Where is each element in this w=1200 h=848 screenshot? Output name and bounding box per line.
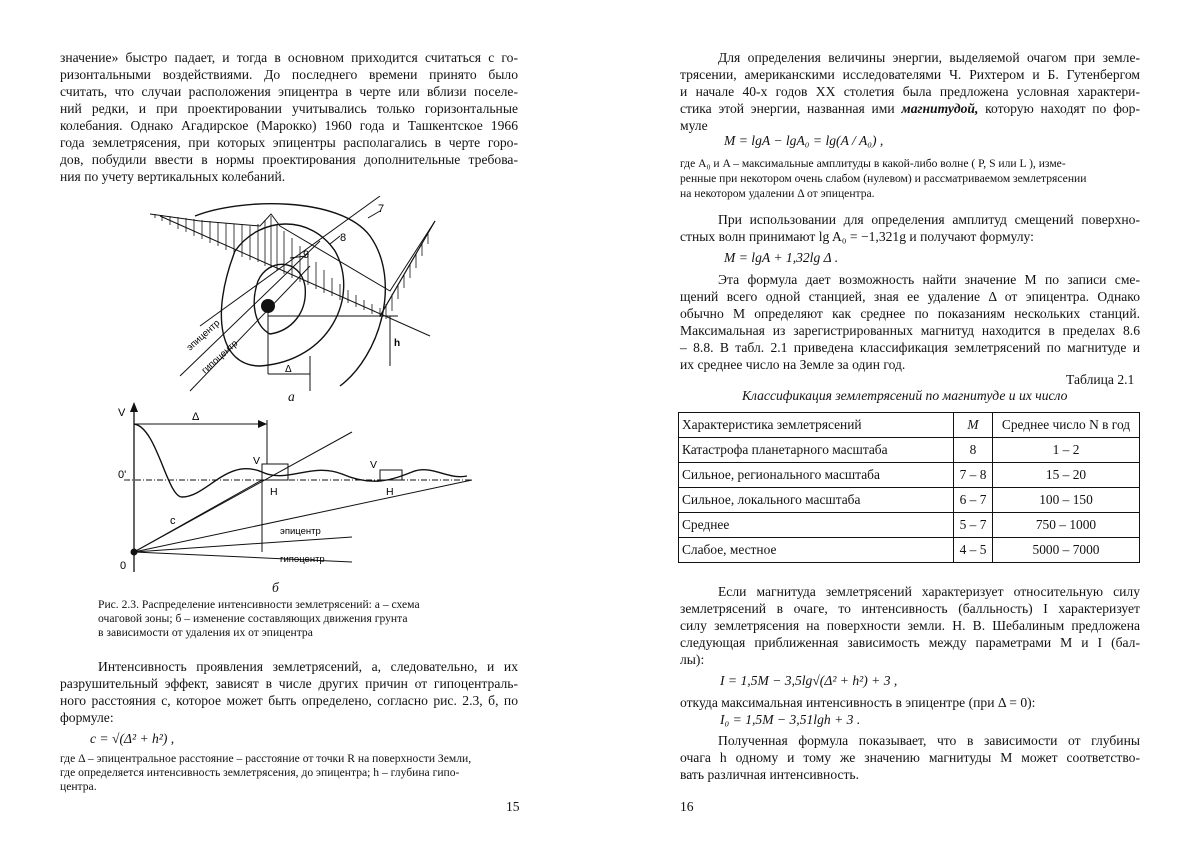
table-row <box>679 513 1140 538</box>
left-text-line: значение» быстро падает, и тогда в основном приходится считаться с го- <box>60 50 518 65</box>
h2-label: H <box>386 486 394 498</box>
v1-label: V <box>253 455 261 467</box>
epicenter-label: эпицентр <box>280 526 321 537</box>
right-text-line: Максимальная из зарегистрированных магнитуд находится в пределах 8.6 <box>680 323 1140 338</box>
v2-label: V <box>370 459 378 471</box>
table-cell: 1 – 2 <box>993 438 1140 463</box>
right-text-line: Эта формула дает возможность найти значение M по записи сме- <box>718 272 1140 287</box>
figure-ground-motion <box>112 402 482 577</box>
table-header-row <box>679 413 1140 438</box>
right-text-line: обычно M определяют как среднее по показаниям нескольких станций. <box>680 306 1140 321</box>
right-text-line: При использовании для определения амплитуд смещений поверхно- <box>718 212 1140 227</box>
right-text-line: силу землетрясения на поверхности земли. Н. В. Шебалиным предложена <box>680 618 1140 633</box>
table-cell: Среднее <box>679 513 954 538</box>
right-text-line: очага h одному и тому же значению магнитуды M может соответство- <box>680 750 1140 765</box>
table-header-cell: M <box>954 413 993 438</box>
table-header-cell: Среднее число N в год <box>993 413 1140 438</box>
isoseismal-9 <box>254 264 305 334</box>
axis-zero-prime: 0' <box>118 469 127 481</box>
where-line: на некотором удалении Δ от эпицентра. <box>680 187 875 200</box>
delta-label: Δ <box>192 411 200 423</box>
left-text-line: формуле: <box>60 710 114 725</box>
term-magnitude: магнитудой, <box>901 101 979 116</box>
magnitude-table <box>678 412 1140 563</box>
figure-focal-zone <box>140 196 440 396</box>
where-line: где A₀ и A – максимальные амплитуды в какой-либо волне ( P, S или L ), изме- <box>680 157 1066 170</box>
table-cell: 750 – 1000 <box>993 513 1140 538</box>
where-line: ренные при некотором очень слабом (нулевом) и рассматриваемом землетрясении <box>680 172 1087 185</box>
c-label: c <box>170 515 176 527</box>
page-number-left: 15 <box>506 799 520 814</box>
right-text-line: Полученная формула показывает, что в зависимости от глубины <box>718 733 1140 748</box>
formula-magnitude: M = lgA − lgA₀ = lg(A / A₀) , <box>724 133 884 148</box>
right-text-line: откуда максимальная интенсивность в эпицентре (при Δ = 0): <box>680 695 1036 710</box>
right-text-line: стных волн принимают lg A₀ = −1,321g и получают формулу: <box>680 229 1034 244</box>
table-cell: 5000 – 7000 <box>993 538 1140 563</box>
right-text-line: муле <box>680 118 708 133</box>
left-text-line: Интенсивность проявления землетрясений, а, следовательно, и их <box>98 659 518 674</box>
label-9: 9 <box>303 249 310 261</box>
hypocenter-dot <box>261 299 275 313</box>
where-line: где Δ – эпицентральное расстояние – расстояние от точки R на поверхности Земли, <box>60 752 472 765</box>
formula-c: c = √(Δ² + h²) , <box>90 731 175 746</box>
table-cell: 15 – 20 <box>993 463 1140 488</box>
where-line: центра. <box>60 780 97 793</box>
left-text-line: дов, побудили ввести в нормы проектирования дополнительные требова- <box>60 152 518 167</box>
left-text-line: разрушительный эффект, зависят в числе других причин от гипоцентраль- <box>60 676 518 691</box>
formula-intensity: I = 1,5M − 3,5lg√(Δ² + h²) + 3 , <box>720 673 898 688</box>
figure-caption-line: Рис. 2.3. Распределение интенсивности землетрясений: а – схема <box>98 598 420 611</box>
left-text-line: ния по учету вертикальных колебаний. <box>60 169 286 184</box>
hypocenter-label: гипоцентр <box>280 554 325 565</box>
fig-a-caption: а <box>288 389 295 404</box>
table-row <box>679 463 1140 488</box>
label-hypocenter: гипоцентр <box>199 338 241 377</box>
table-cell: 5 – 7 <box>954 513 993 538</box>
left-text-line: ного расстояния c, которое может быть определено, согласно рис. 2.3, б, по <box>60 693 518 708</box>
table-title: Классификация землетрясений по магнитуде и их число <box>742 388 1068 403</box>
right-text-line: трясении, американскими исследователями Ч. Рихтером и Б. Гутенбергом <box>680 67 1140 82</box>
right-text-line: землетрясений в очаге, то интенсивность (балльность) I характеризует <box>680 601 1140 616</box>
table-cell: 7 – 8 <box>954 463 993 488</box>
table-cell: 6 – 7 <box>954 488 993 513</box>
table-cell: Катастрофа планетарного масштаба <box>679 438 954 463</box>
axis-zero: 0 <box>120 560 127 572</box>
axis-v-label: V <box>118 407 126 419</box>
table-cell: 4 – 5 <box>954 538 993 563</box>
label-epicenter: эпицентр <box>184 317 223 354</box>
right-text-line: следующая приближенная зависимость между параметрами M и I (бал- <box>680 635 1140 650</box>
right-text-line: – 8.8. В табл. 2.1 приведена классификация землетрясений по магнитуде и <box>680 340 1140 355</box>
table-cell: Сильное, регионального масштаба <box>679 463 954 488</box>
table-row <box>679 488 1140 513</box>
right-text-line: лы): <box>680 652 705 667</box>
right-text-line: Для определения величины энергии, выделяемой очагом при земле- <box>718 50 1140 65</box>
table-header-cell: Характеристика землетрясений <box>679 413 954 438</box>
left-text-line: колебания. Однако Агадирское (Марокко) 1960 года и Ташкентское 1966 <box>60 118 518 133</box>
table-row <box>679 538 1140 563</box>
figure-caption-line: в зависимости от удаления их от эпицентра <box>98 626 313 639</box>
right-text-line: их среднее число на Земле за один год. <box>680 357 906 372</box>
right-text-line: щений всего одной станцией, зная ее удаление Δ от эпицентра. Однако <box>680 289 1140 304</box>
where-line: где определяется интенсивность землетрясения, до эпицентра; h – глубина гипо- <box>60 766 460 779</box>
table-cell: 8 <box>954 438 993 463</box>
figure-caption-line: очаговой зоны; б – изменение составляющих движения грунта <box>98 612 408 625</box>
label-7: 7 <box>378 203 385 215</box>
table-cell: Сильное, локального масштаба <box>679 488 954 513</box>
left-text-line: ний редки, и при проектировании учитывались только горизонтальные <box>60 101 518 116</box>
right-text-line: и начале 40-х годов XX столетия была предложена условная характери- <box>680 84 1140 99</box>
right-text-line: вать различная интенсивность. <box>680 767 860 782</box>
label-h: h <box>394 338 401 349</box>
page-number-right: 16 <box>680 799 694 814</box>
table-cell: Слабое, местное <box>679 538 954 563</box>
h1-label: H <box>270 486 278 498</box>
right-text-line: стика этой энергии, названная ими магнитудой, которую находят по фор- <box>680 101 1140 116</box>
formula-max-intensity: I₀ = 1,5M − 3,51lgh + 3 . <box>720 712 861 727</box>
label-8: 8 <box>340 232 347 244</box>
label-delta: Δ <box>285 364 292 375</box>
fig-b-caption: б <box>272 580 279 595</box>
left-text-line: года землетрясения, при которых эпицентры располагались в черте горо- <box>60 135 518 150</box>
table-row <box>679 438 1140 463</box>
right-text-line: Если магнитуда землетрясений характеризует относительную силу <box>718 584 1140 599</box>
hypocenter-point <box>131 549 138 556</box>
table-cell: 100 – 150 <box>993 488 1140 513</box>
table-label: Таблица 2.1 <box>1066 372 1135 387</box>
left-text-line: ризонтальными воздействиями. До последнего времени принято было <box>60 67 518 82</box>
formula-magnitude-2: M = lgA + 1,32lg Δ . <box>724 250 839 265</box>
left-text-line: считать, что случаи расположения эпицентра в черте или вблизи поселе- <box>60 84 518 99</box>
